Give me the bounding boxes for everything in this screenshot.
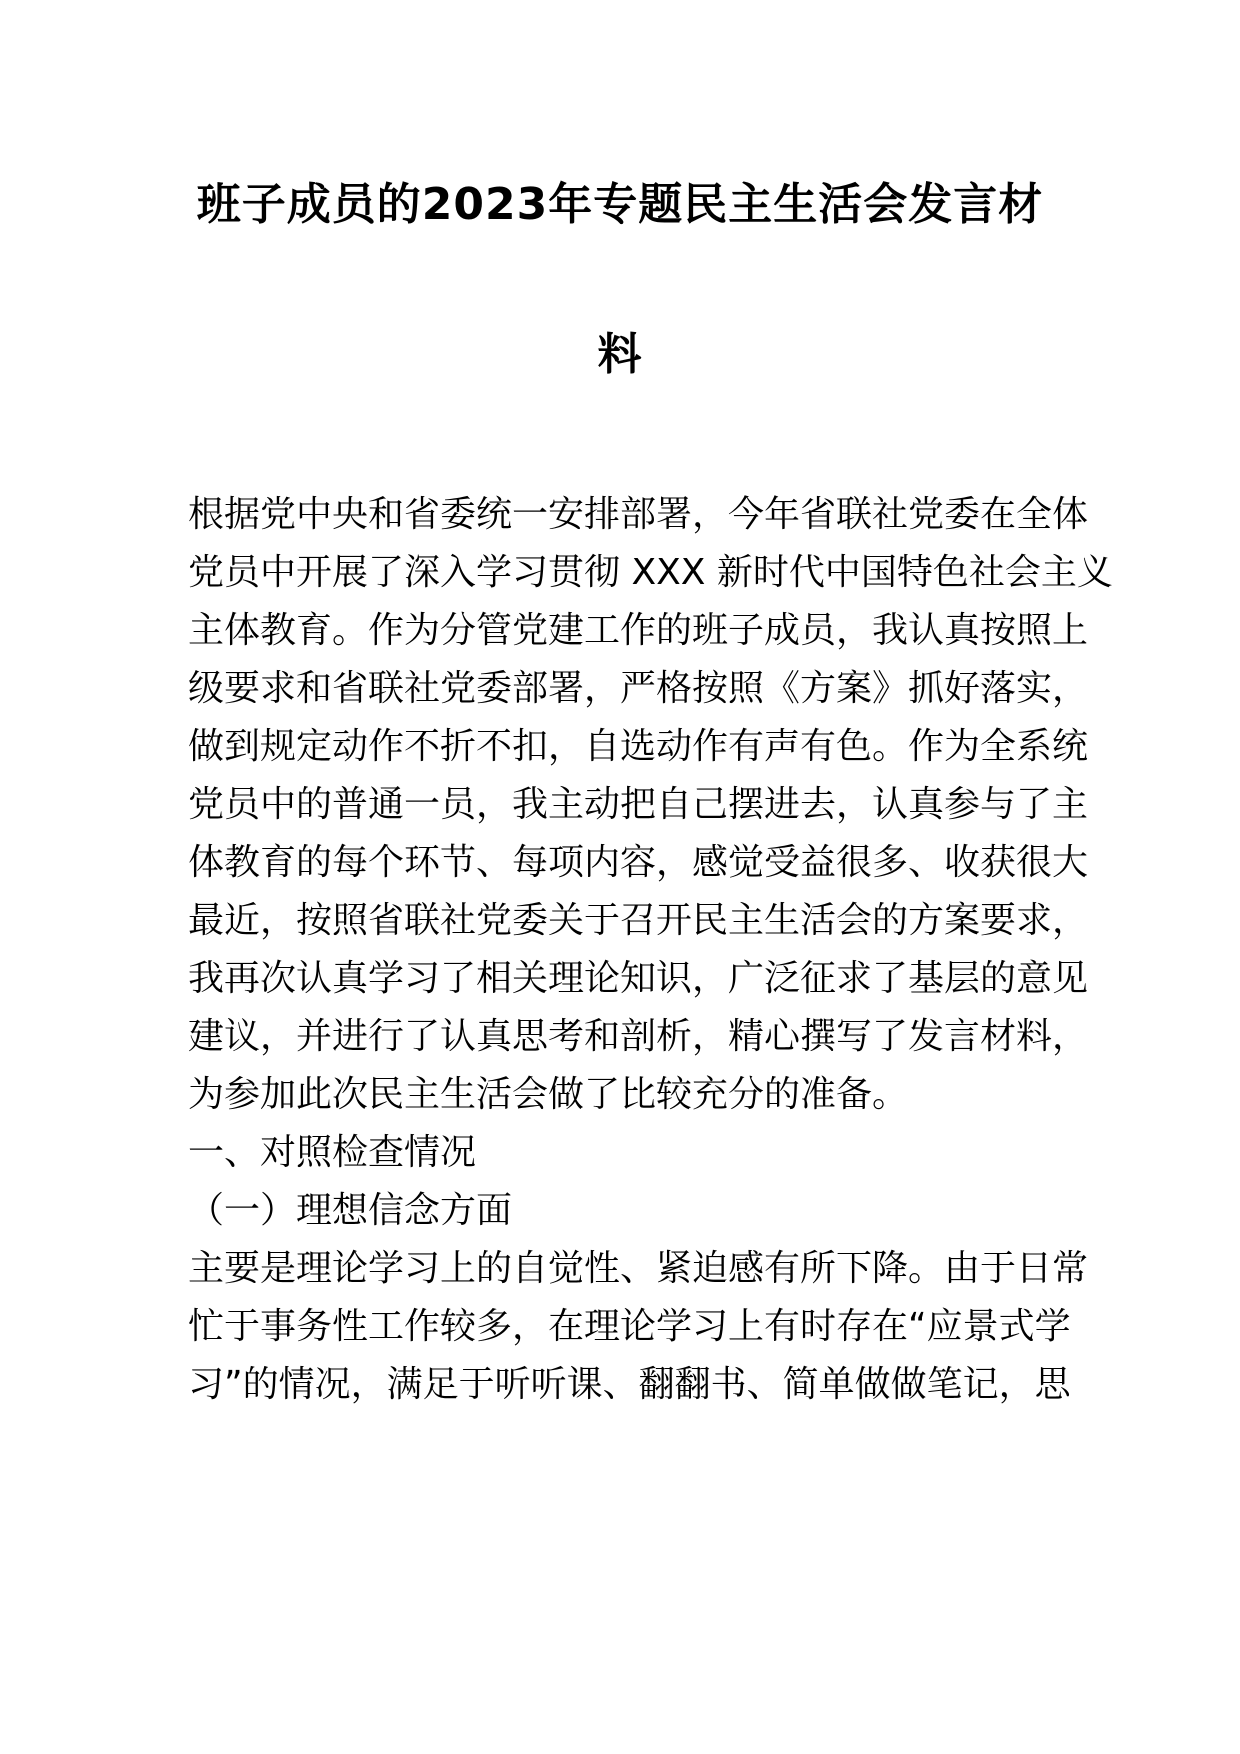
paragraph-2-line: 忙于事务性工作较多，在理论学习上有时存在“应景式学 [188, 1306, 1071, 1347]
paragraph-1-line: 主体教育。作为分管党建工作的班子成员，我认真按照上 [188, 610, 1089, 651]
subsection-heading: （一）理想信念方面 [188, 1190, 513, 1231]
document-title-line-1: 班子成员的2023年专题民主生活会发言材 [196, 179, 1044, 230]
section-heading: 一、对照检查情况 [188, 1132, 477, 1173]
paragraph-1-line: 级要求和省联社党委部署，严格按照《方案》抓好落实， [188, 668, 1089, 709]
paragraph-1-line: 体教育的每个环节、每项内容，感觉受益很多、收获很大 [188, 842, 1089, 883]
paragraph-1-line: 建议，并进行了认真思考和剖析，精心撰写了发言材料， [188, 1016, 1089, 1057]
paragraph-1-line: 做到规定动作不折不扣，自选动作有声有色。作为全系统 [188, 726, 1089, 767]
paragraph-2-line: 主要是理论学习上的自觉性、紧迫感有所下降。由于日常 [188, 1248, 1089, 1289]
paragraph-1-line: 党员中开展了深入学习贯彻 XXX 新时代中国特色社会主义 [188, 552, 1113, 593]
paragraph-1-line: 党员中的普通一员，我主动把自己摆进去，认真参与了主 [188, 784, 1089, 825]
paragraph-2-line: 习”的情况，满足于听听课、翻翻书、简单做做笔记，思 [188, 1364, 1071, 1405]
paragraph-1-line: 为参加此次民主生活会做了比较充分的准备。 [188, 1074, 909, 1115]
paragraph-1-line: 根据党中央和省委统一安排部署，今年省联社党委在全体 [188, 494, 1089, 535]
document-title-line-2: 料 [597, 329, 643, 380]
paragraph-1-line: 最近，按照省联社党委关于召开民主生活会的方案要求， [188, 900, 1089, 941]
paragraph-1-line: 我再次认真学习了相关理论知识，广泛征求了基层的意见 [188, 958, 1089, 999]
